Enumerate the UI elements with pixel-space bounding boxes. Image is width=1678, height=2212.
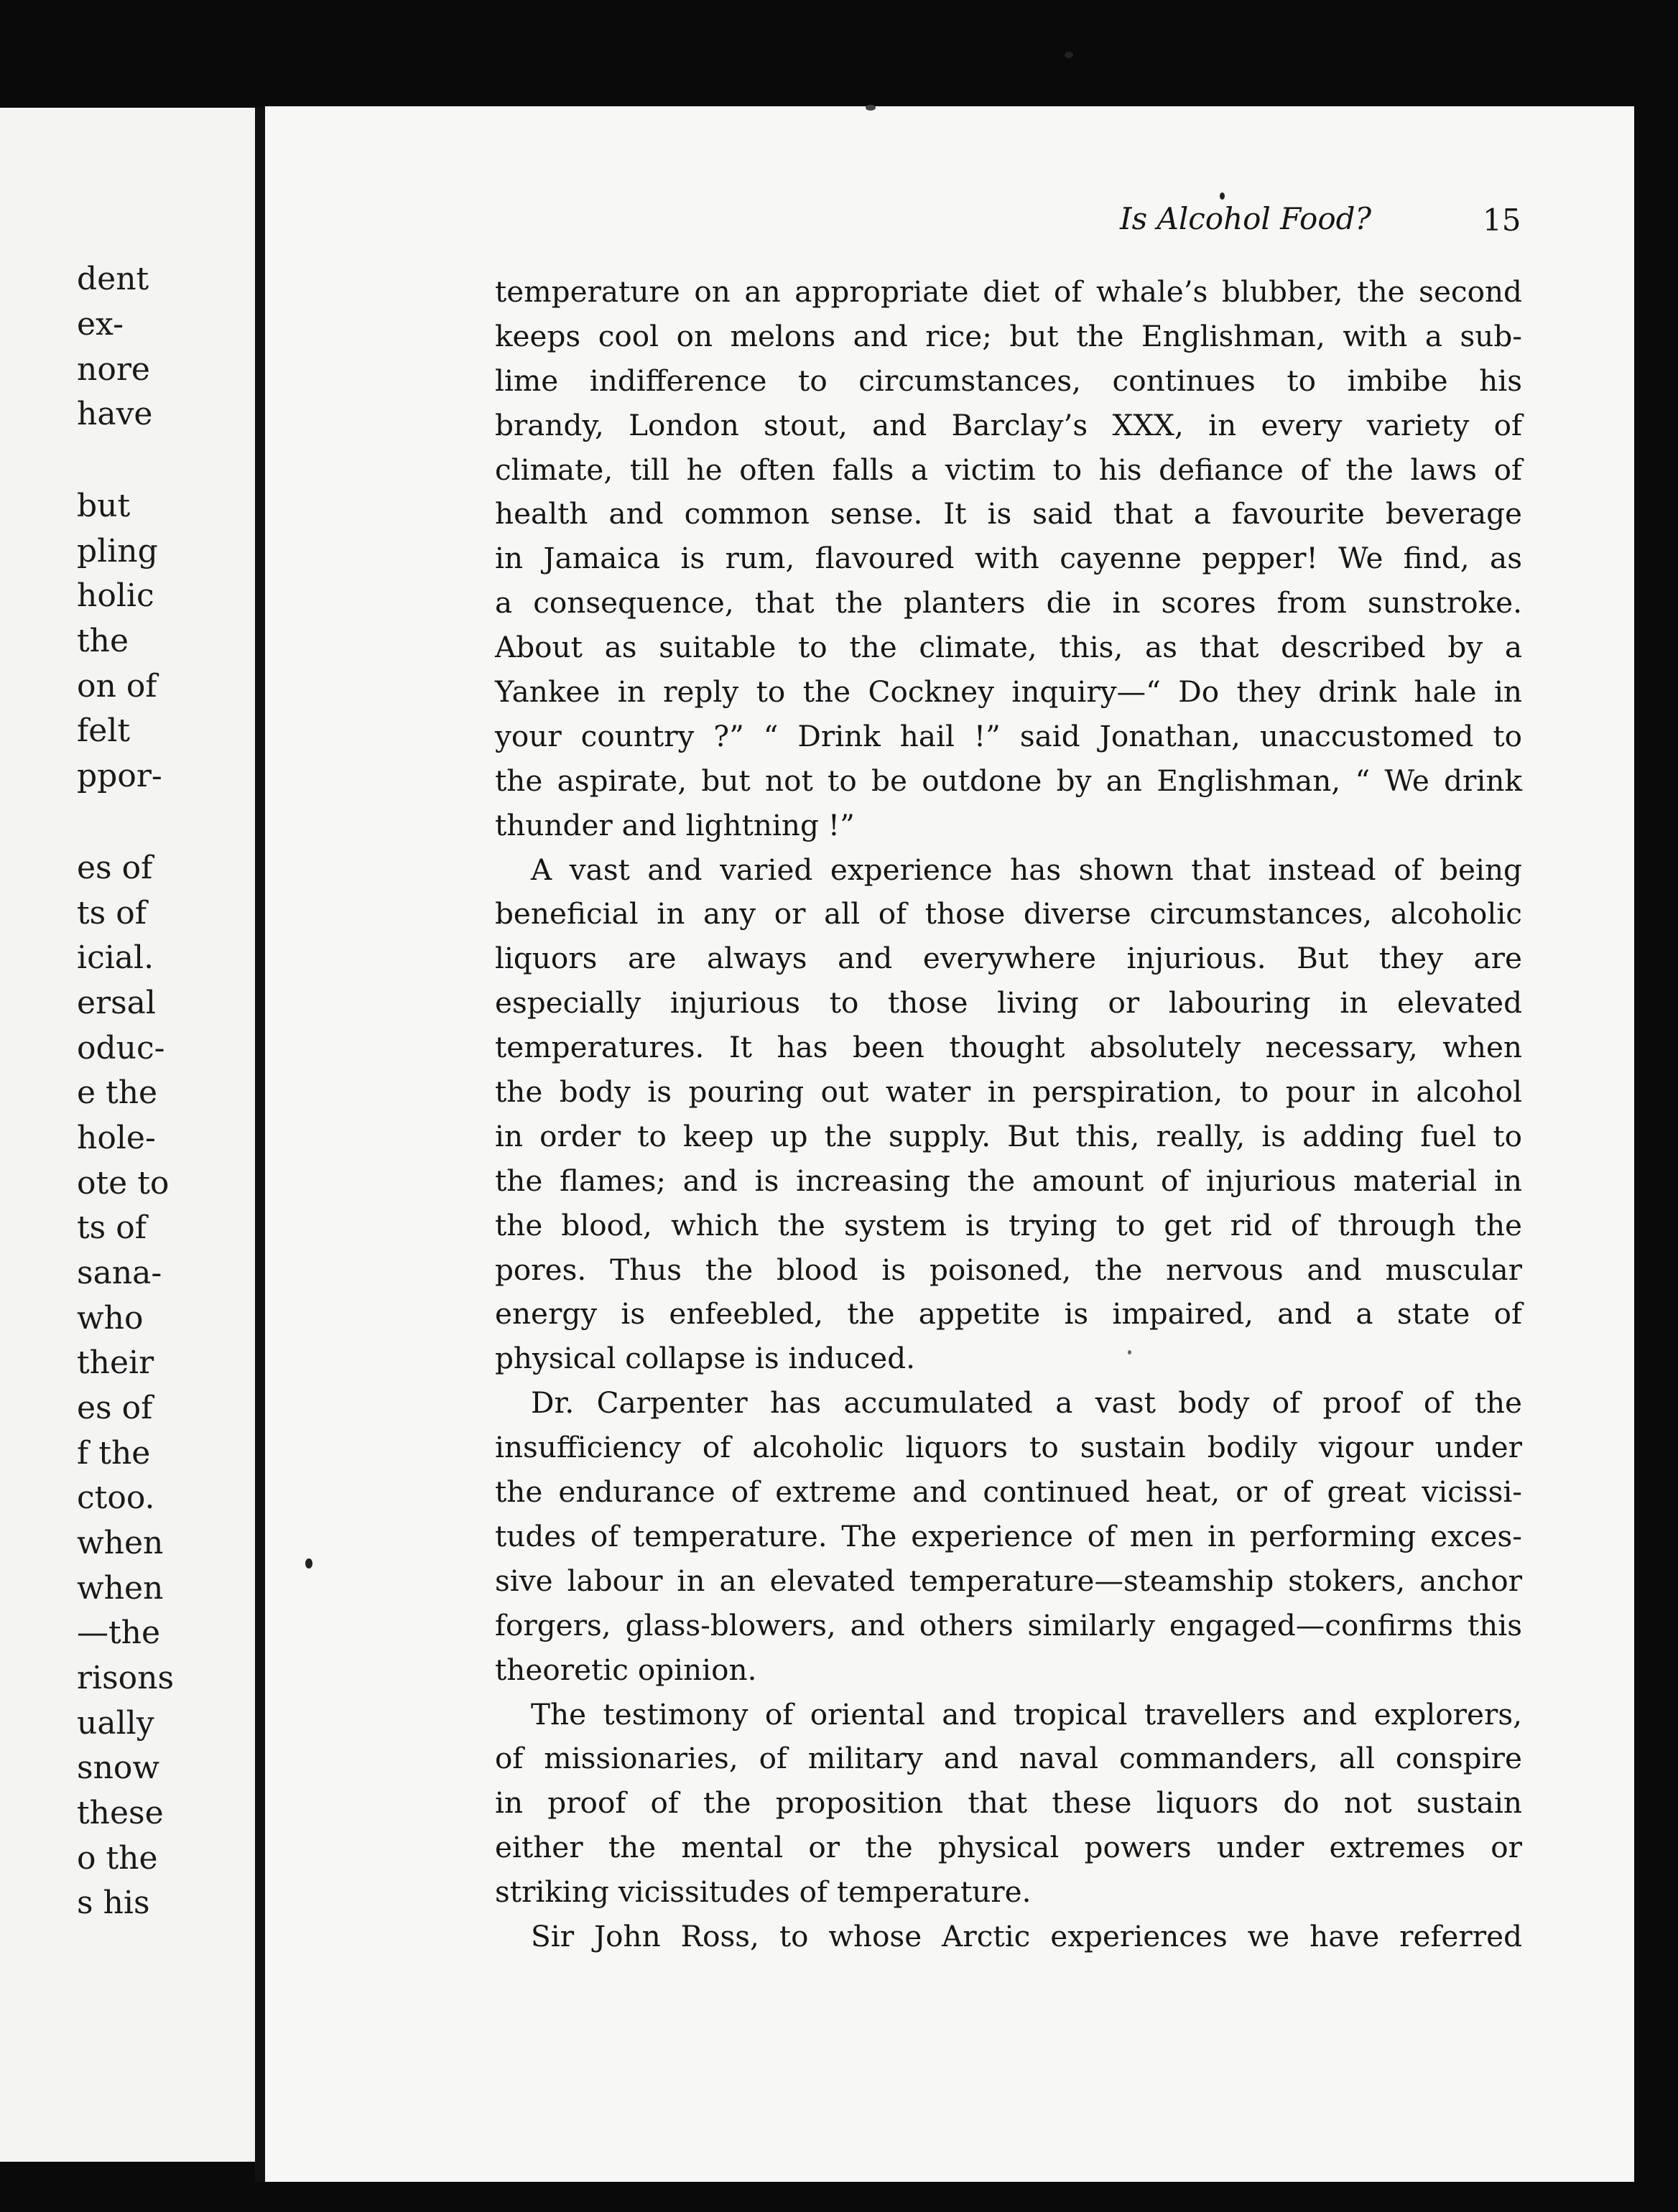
left-page-edge [0,108,269,2162]
left-fragment: the [77,623,129,659]
left-fragment: when [77,1570,164,1607]
text-line: temperatures. It has been thought absolutely necessary, when [495,1030,1522,1065]
left-fragment: dent [77,261,149,297]
left-fragment: ually [77,1705,154,1742]
left-fragment: their [77,1344,154,1381]
left-fragment: o the [77,1840,158,1877]
text-line: either the mental or the physical powers under extremes or [495,1830,1522,1865]
left-fragment: risons [77,1660,175,1696]
text-line: forgers, glass-blowers, and others similarly engaged—confirms this [495,1607,1522,1642]
text-line: the flames; and is increasing the amount of injurious material in [495,1163,1522,1198]
text-line: of missionaries, of military and naval commanders, all conspire [495,1741,1522,1776]
scan-speck [1128,1350,1131,1354]
text-line: liquors are always and everywhere injurious. But they are [495,941,1522,976]
text-line: brandy, London stout, and Barclay’s XXX, in every variety of [495,407,1522,442]
left-fragment: f the [77,1435,151,1472]
text-line: physical collapse is induced. [495,1341,916,1376]
left-fragment: es of [77,850,153,886]
text-line: in Jamaica is rum, flavoured with cayenne pepper! We find, as [495,541,1522,576]
text-line: tudes of temperature. The experience of men in performing exces- [495,1518,1522,1553]
text-line: Yankee in reply to the Cockney inquiry—“ Do they drink hale in [495,674,1522,710]
left-fragment: ts of [77,1209,147,1246]
text-line: the blood, which the system is trying to get rid of through the [495,1207,1522,1242]
text-line: lime indifference to circumstances, continues to imbibe his [495,363,1522,398]
text-line: especially injurious to those living or labouring in elevated [495,985,1522,1021]
left-fragment: felt [77,712,131,749]
left-fragment: when [77,1525,164,1561]
left-fragment: but [77,488,131,524]
left-fragment: snow [77,1749,160,1786]
page-number: 15 [1483,203,1521,238]
text-line: Sir John Ross, to whose Arctic experiences we have referred [531,1918,1522,1953]
text-line: A vast and varied experience has shown that instead of being [531,852,1522,887]
text-line: in order to keep up the supply. But this, really, is adding fuel to [495,1118,1522,1153]
running-head: Is Alcohol Food? [1120,201,1372,236]
left-fragment: hole- [77,1120,156,1156]
text-line: the endurance of extreme and continued heat, or of great vicissi- [495,1474,1522,1510]
scan-speck [1220,192,1225,200]
left-fragment: pling [77,533,158,570]
left-fragment: holic [77,577,154,614]
text-line: your country ?” “ Drink hail !” said Jonathan, unaccustomed to [495,718,1522,753]
text-line: theoretic opinion. [495,1652,757,1687]
text-line: the aspirate, but not to be outdone by an Englishman, “ We drink [495,763,1522,798]
text-line: health and common sense. It is said that a favourite beverage [495,496,1522,531]
left-fragment: icial. [77,939,154,976]
left-fragment: e the [77,1074,158,1111]
text-line: thunder and lightning !” [495,807,855,842]
text-line: sive labour in an elevated temperature—steamship stokers, anchor [495,1563,1522,1598]
left-fragment: ote to [77,1165,170,1202]
scan-speck [305,1558,312,1569]
left-fragment: who [77,1300,144,1337]
text-line: insufficiency of alcoholic liquors to sustain bodily vigour under [495,1430,1522,1465]
text-line: The testimony of oriental and tropical travellers and explorers, [531,1696,1522,1732]
text-line: energy is enfeebled, the appetite is impaired, and a state of [495,1296,1522,1332]
left-fragment: sana- [77,1255,162,1291]
text-line: About as suitable to the climate, this, as that described by a [495,630,1522,665]
left-fragment: ex- [77,306,124,343]
scan-speck [866,105,876,111]
text-line: beneficial in any or all of those diverse circumstances, alcoholic [495,896,1522,931]
left-fragment: nore [77,351,150,388]
text-line: a consequence, that the planters die in scores from sunstroke. [495,585,1522,621]
left-fragment: —the [77,1614,161,1651]
left-fragment: oduc- [77,1030,165,1066]
left-fragment: ts of [77,895,147,931]
text-line: climate, till he often falls a victim to his defiance of the laws of [495,452,1522,487]
left-fragment: on of [77,668,157,705]
text-line: the body is pouring out water in perspiration, to pour in alcohol [495,1074,1522,1110]
left-fragment: ppor- [77,758,162,794]
body-text [495,270,1522,1959]
text-line: temperature on an appropriate diet of whale’s blubber, the second [495,274,1522,309]
left-fragment: these [77,1795,164,1831]
text-line: Dr. Carpenter has accumulated a vast body of proof of the [531,1385,1522,1421]
left-fragment: have [77,396,153,432]
text-line: keeps cool on melons and rice; but the Englishman, with a sub- [495,318,1522,353]
left-fragment: es of [77,1390,153,1426]
scan-speck [1065,52,1073,58]
left-fragment: ctoo. [77,1479,155,1516]
text-line: pores. Thus the blood is poisoned, the nervous and muscular [495,1252,1522,1287]
left-fragment: s his [77,1885,150,1921]
text-line: in proof of the proposition that these liquors do not sustain [495,1785,1522,1821]
text-line: striking vicissitudes of temperature. [495,1874,1032,1910]
left-fragment: ersal [77,985,156,1021]
right-page [255,106,1634,2182]
